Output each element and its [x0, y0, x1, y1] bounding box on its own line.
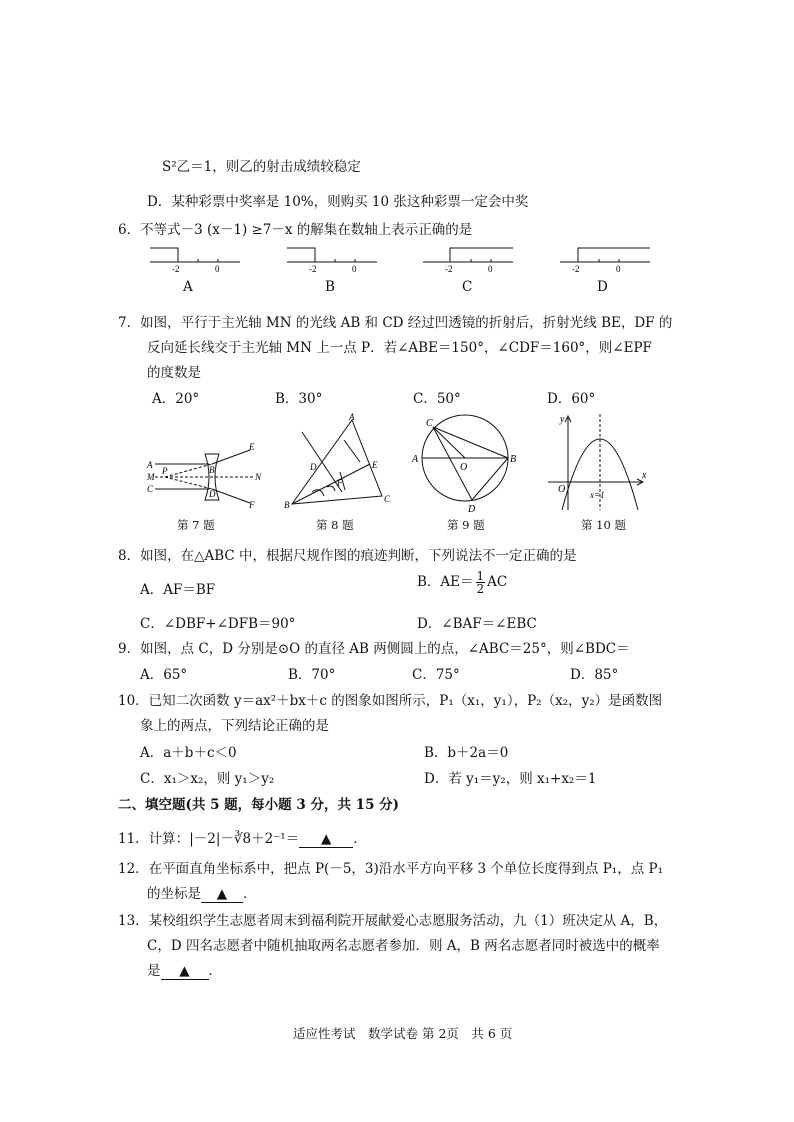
- q7-option-a: A．20°: [152, 391, 200, 407]
- q10-line-1: 10．已知二次函数 y＝ax²＋bx＋c 的图象如图所示，P₁（x₁，y₁），P₂（x₂，y₂）是函数图: [118, 693, 663, 709]
- q12-line-2: [147, 882, 257, 903]
- answer-blank: [201, 886, 243, 903]
- svg-text:F: F: [249, 500, 255, 510]
- fraction: [476, 570, 486, 595]
- q6-label-c: C: [462, 279, 473, 295]
- tick-label: -2: [309, 264, 317, 274]
- q12-line-2-prefix: 的坐标是: [147, 886, 201, 902]
- answer-blank: [161, 963, 209, 980]
- caption-fig9: 第 9 题: [447, 518, 485, 532]
- q6-label-d: D: [597, 279, 608, 295]
- svg-text:C: C: [384, 494, 391, 504]
- q10-option-b: B．b＋2a＝0: [424, 745, 509, 761]
- q13-suffix: ．: [208, 963, 222, 979]
- svg-text:F: F: [337, 478, 343, 488]
- caption-fig8: 第 8 题: [316, 518, 354, 532]
- q9-stem: 9．如图，点 C，D 分别是⊙O 的直径 AB 两侧圆上的点，∠ABC＝25°，则∠BDC＝: [118, 641, 630, 657]
- svg-text:E: E: [249, 442, 255, 452]
- q11-prefix: 11．计算：: [118, 831, 190, 847]
- q5-option-d: D．某种彩票中奖率是 10%，则购买 10 张这种彩票一定会中奖: [147, 194, 529, 210]
- tick-label: 0: [488, 264, 493, 274]
- q11-expression: |－2|－∛8＋2⁻¹＝: [189, 831, 300, 847]
- answer-mark: ▲: [321, 831, 332, 847]
- figure-8-triangle: [282, 412, 392, 512]
- section-2-title: 二、填空题(共 5 题，每小题 3 分，共 15 分): [118, 797, 400, 813]
- svg-text:A: A: [412, 454, 419, 465]
- svg-text:D: D: [310, 462, 317, 472]
- number-line-d: [560, 248, 650, 274]
- fraction-denominator: 2: [476, 582, 485, 596]
- q8-option-b: [417, 570, 507, 595]
- q13-line-1: 13．某校组织学生志愿者周末到福利院开展献爱心志愿服务活动，九（1）班决定从 A，B，: [118, 913, 668, 929]
- q8-option-d: D．∠BAF＝∠EBC: [417, 616, 537, 632]
- svg-text:B: B: [209, 465, 215, 475]
- svg-text:C: C: [426, 418, 433, 429]
- q9-option-a: A．65°: [140, 667, 188, 683]
- q9-option-d: D．85°: [570, 667, 619, 683]
- figure-10-parabola: [540, 410, 650, 515]
- svg-text:A: A: [147, 460, 153, 470]
- q10-option-d: D．若 y₁＝y₂，则 x₁+x₂＝1: [424, 771, 597, 787]
- q9-option-c: C．75°: [412, 667, 460, 683]
- q13-line-2: C，D 四名志愿者中随机抽取两名志愿者参加．则 A，B 两名志愿者同时被选中的概率: [147, 938, 660, 954]
- fraction-numerator: 1: [476, 569, 485, 583]
- svg-text:x=1: x=1: [590, 490, 605, 500]
- answer-mark: ▲: [216, 886, 228, 902]
- svg-text:y: y: [560, 414, 565, 425]
- q5-option-c-tail: S²乙＝1，则乙的射击成绩较稳定: [162, 159, 361, 175]
- q8-option-b-prefix: B．AE＝: [417, 574, 474, 590]
- svg-text:B: B: [510, 454, 517, 465]
- svg-text:D: D: [209, 489, 216, 499]
- q6-number-lines: [140, 240, 660, 295]
- tick-label: 0: [352, 264, 357, 274]
- q13-line-3: [147, 959, 222, 980]
- q12-suffix: ．: [243, 886, 257, 902]
- q10-option-a: A．a＋b＋c＜0: [140, 745, 237, 761]
- q10-line-2: 象上的两点，下列结论正确的是: [140, 718, 329, 734]
- svg-text:D: D: [468, 504, 476, 515]
- number-line-c: [423, 248, 513, 274]
- q6-label-a: A: [183, 279, 193, 295]
- q7-line-3: 的度数是: [147, 365, 201, 381]
- q11: [118, 827, 367, 848]
- svg-text:M: M: [147, 472, 155, 482]
- q7-option-c: C．50°: [413, 391, 461, 407]
- tick-label: -2: [172, 264, 180, 274]
- tick-label: 0: [616, 264, 621, 274]
- q12-line-1: 12．在平面直角坐标系中，把点 P(－5，3)沿水平方向平移 3 个单位长度得到点 P₁，点 P₁: [118, 861, 664, 877]
- svg-text:O: O: [558, 484, 566, 495]
- q9-option-b: B．70°: [288, 667, 336, 683]
- svg-text:O: O: [460, 462, 468, 473]
- page-footer: 适应性考试 数学试卷 第 2页 共 6 页: [293, 1026, 513, 1041]
- q7-option-d: D．60°: [547, 391, 596, 407]
- tick-label: -2: [445, 264, 453, 274]
- q13-line-3-prefix: 是: [147, 963, 161, 979]
- q7-line-1: 7．如图，平行于主光轴 MN 的光线 AB 和 CD 经过凹透镜的折射后，折射光线 BE，DF 的: [118, 315, 673, 331]
- answer-blank: [299, 831, 353, 848]
- svg-text:N: N: [255, 472, 262, 482]
- figure-9-circle: [410, 410, 520, 515]
- q10-option-c: C．x₁＞x₂，则 y₁＞y₂: [140, 771, 275, 787]
- caption-fig10: 第 10 题: [581, 518, 626, 532]
- q11-suffix: ．: [353, 831, 367, 847]
- caption-fig7: 第 7 题: [177, 518, 215, 532]
- number-line-b: [287, 248, 377, 274]
- q8-option-c: C．∠DBF+∠DFB＝90°: [140, 616, 296, 632]
- tick-label: 0: [215, 264, 220, 274]
- svg-text:C: C: [147, 484, 154, 494]
- q8-stem: 8．如图，在△ABC 中，根据尺规作图的痕迹判断，下列说法不一定正确的是: [118, 548, 577, 564]
- number-line-a: [150, 248, 240, 274]
- svg-text:E: E: [372, 460, 378, 470]
- svg-text:B: B: [284, 500, 290, 510]
- svg-text:A: A: [349, 412, 355, 422]
- q8-option-a: A．AF＝BF: [140, 582, 216, 598]
- svg-text:P: P: [162, 466, 168, 476]
- svg-text:x: x: [642, 470, 647, 481]
- q6-label-b: B: [325, 279, 335, 295]
- q6-stem: 6．不等式－3 (x－1) ≥7－x 的解集在数轴上表示正确的是: [118, 222, 473, 238]
- tick-label: -2: [572, 264, 580, 274]
- answer-mark: ▲: [179, 963, 190, 979]
- q7-line-2: 反向延长线交于主光轴 MN 上一点 P．若∠ABE＝150°，∠CDF＝160°，则∠EPF: [147, 340, 652, 356]
- q7-option-b: B．30°: [275, 391, 323, 407]
- q8-option-b-suffix: AC: [487, 574, 508, 590]
- figure-7-lens: [145, 440, 265, 515]
